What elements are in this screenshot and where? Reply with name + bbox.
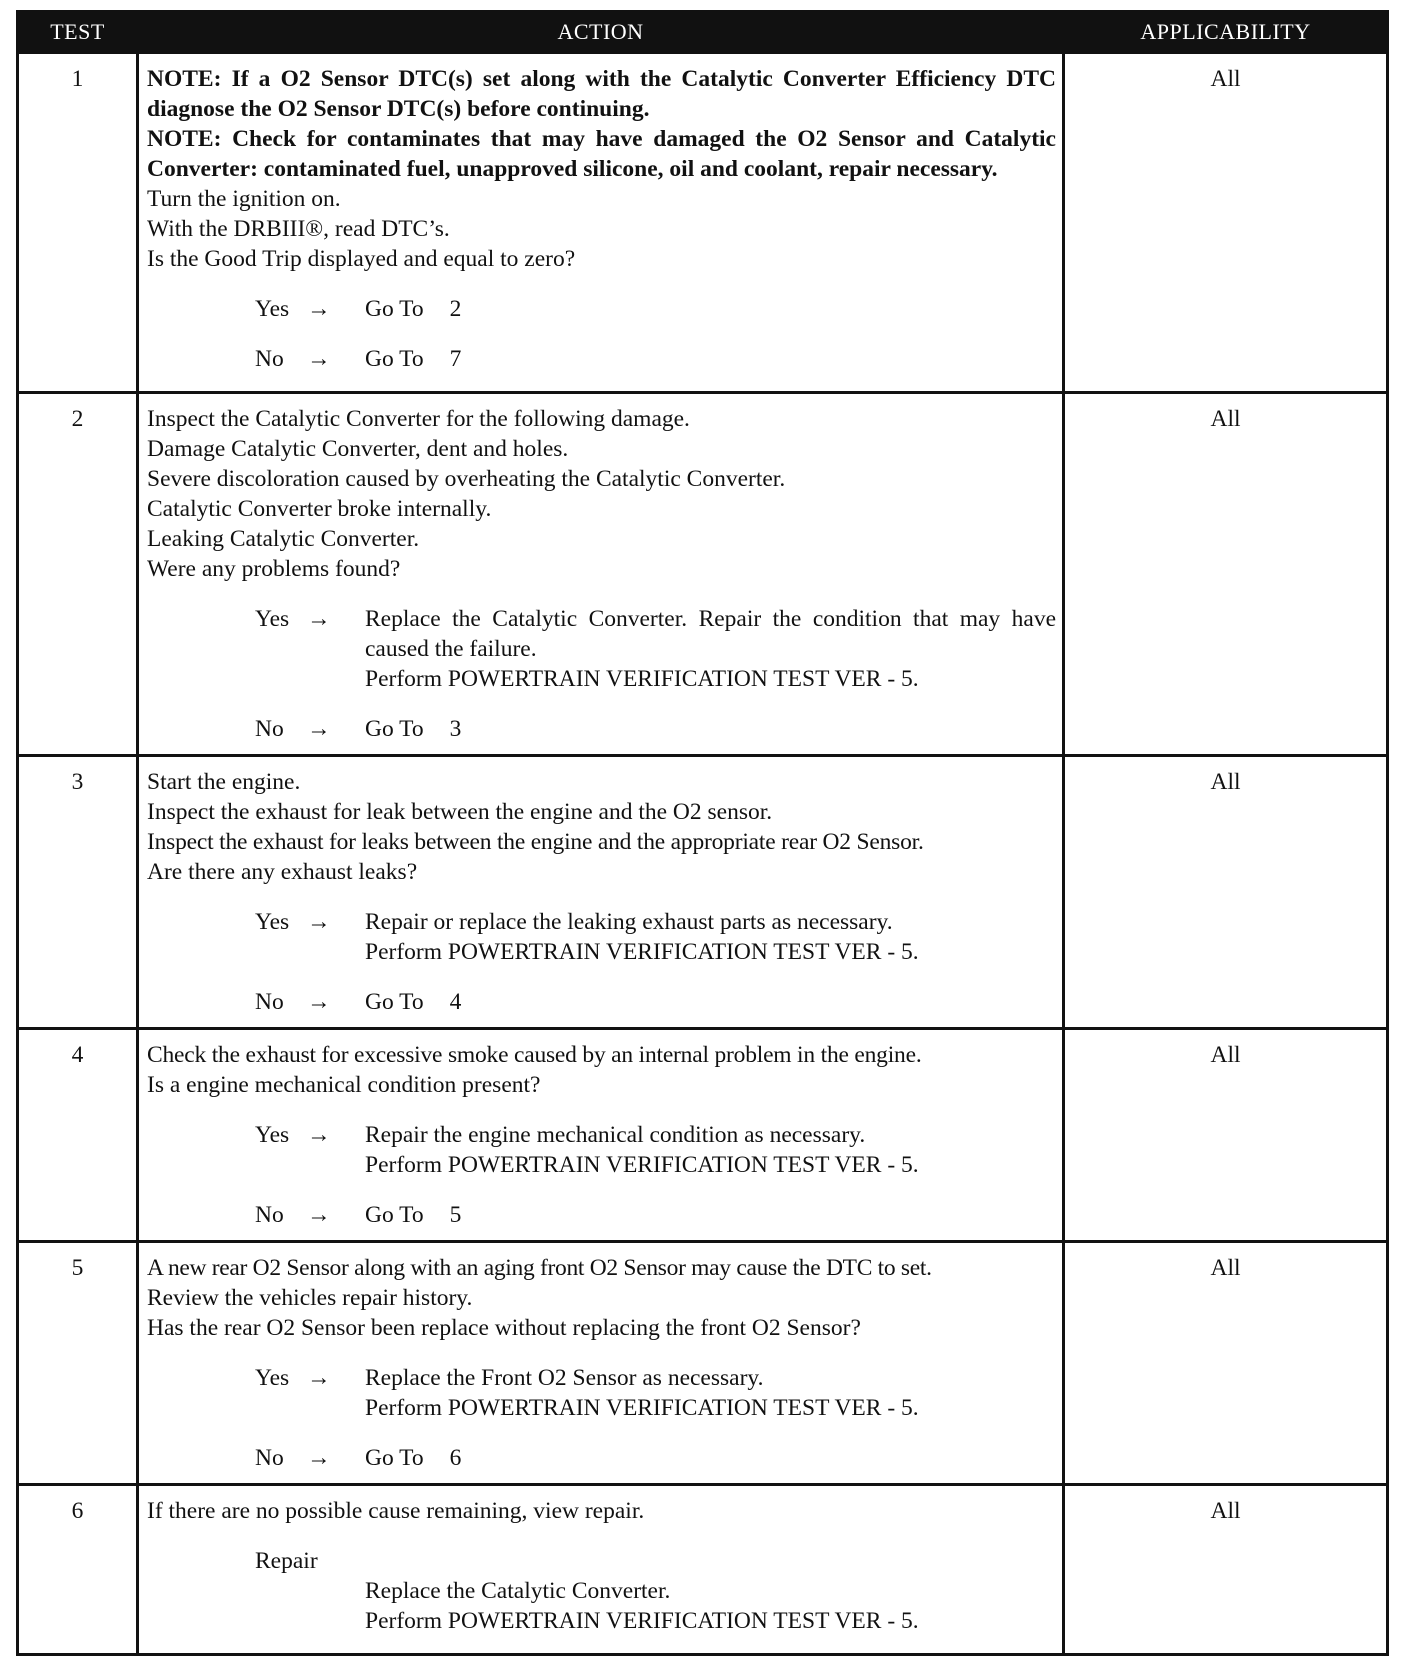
action-line: Damage Catalytic Converter, dent and holes. bbox=[147, 436, 569, 462]
no-answer: No → Go To 4 bbox=[255, 989, 462, 1015]
yes-answer: Yes → Go To 2 bbox=[255, 296, 462, 322]
action-line: Are there any exhaust leaks? bbox=[147, 859, 418, 885]
arrow-icon: → bbox=[307, 989, 331, 1015]
arrow-icon: → bbox=[307, 1122, 331, 1148]
action-line: If there are no possible cause remaining, view repair. bbox=[147, 1498, 645, 1524]
action-line: Inspect the Catalytic Converter for the following damage. bbox=[147, 406, 690, 432]
header-applicability: APPLICABILITY bbox=[1064, 12, 1388, 53]
header-action: ACTION bbox=[138, 12, 1064, 53]
yes-answer: Yes → Repair the engine mechanical condition as necessary. Perform POWERTRAIN VERIFICATION TEST VER - 5. bbox=[255, 1122, 919, 1178]
diagnostic-table bbox=[16, 10, 1389, 1656]
no-answer: No → Go To 3 bbox=[255, 716, 462, 742]
action-line: Has the rear O2 Sensor been replace without replacing the front O2 Sensor? bbox=[147, 1315, 861, 1341]
note: NOTE: If a O2 Sensor DTC(s) set along with the Catalytic Converter Efficiency DTC diagnose the O2 Sensor DTC(s) before continuing. bbox=[147, 66, 1056, 122]
repair-line: Perform POWERTRAIN VERIFICATION TEST VER - 5. bbox=[365, 1608, 919, 1634]
arrow-icon: → bbox=[307, 1202, 331, 1228]
test-row-4 bbox=[18, 1029, 1388, 1242]
test-action bbox=[138, 1485, 1064, 1655]
action-line: Check the exhaust for excessive smoke caused by an internal problem in the engine. bbox=[147, 1042, 922, 1068]
yes-answer: Yes → Replace the Front O2 Sensor as necessary. Perform POWERTRAIN VERIFICATION TEST VER - 5. bbox=[255, 1365, 919, 1421]
action-line: Turn the ignition on. bbox=[147, 186, 341, 212]
test-number: 3 bbox=[18, 756, 138, 1029]
no-answer: No → Go To 5 bbox=[255, 1202, 462, 1228]
arrow-icon: → bbox=[307, 346, 331, 372]
action-line: Inspect the exhaust for leaks between the engine and the appropriate rear O2 Sensor. bbox=[147, 829, 924, 855]
action-line: With the DRBIII®, read DTC’s. bbox=[147, 216, 450, 242]
repair-label: Repair bbox=[255, 1548, 318, 1574]
test-number: 6 bbox=[18, 1485, 138, 1655]
arrow-icon: → bbox=[307, 1365, 331, 1391]
yes-answer: Yes → Replace the Catalytic Converter. Repair the condition that may have caused the failure. Perform POWERTRAIN VERIFICATION TEST VER - 5. bbox=[255, 606, 1056, 692]
action-line: Inspect the exhaust for leak between the engine and the O2 sensor. bbox=[147, 799, 773, 825]
repair-line: Replace the Catalytic Converter. bbox=[365, 1578, 671, 1604]
test-applicability: All bbox=[1064, 53, 1388, 393]
action-line: Were any problems found? bbox=[147, 556, 401, 582]
test-row-6 bbox=[18, 1485, 1388, 1655]
test-action bbox=[138, 53, 1064, 393]
test-row-1 bbox=[18, 53, 1388, 393]
test-applicability: All bbox=[1064, 1485, 1388, 1655]
header-test: TEST bbox=[18, 12, 138, 53]
test-applicability: All bbox=[1064, 1242, 1388, 1485]
test-applicability: All bbox=[1064, 393, 1388, 756]
test-action bbox=[138, 1242, 1064, 1485]
test-applicability: All bbox=[1064, 1029, 1388, 1242]
arrow-icon: → bbox=[307, 716, 331, 742]
test-row-5 bbox=[18, 1242, 1388, 1485]
test-number: 4 bbox=[18, 1029, 138, 1242]
diagnostic-table-container bbox=[16, 10, 1386, 1656]
test-action bbox=[138, 756, 1064, 1029]
action-line: Severe discoloration caused by overheating the Catalytic Converter. bbox=[147, 466, 786, 492]
arrow-icon: → bbox=[307, 909, 331, 935]
test-number: 5 bbox=[18, 1242, 138, 1485]
header-row bbox=[18, 12, 1388, 53]
no-answer: No → Go To 7 bbox=[255, 346, 462, 372]
no-answer: No → Go To 6 bbox=[255, 1445, 462, 1471]
arrow-icon: → bbox=[307, 296, 331, 322]
action-line: Review the vehicles repair history. bbox=[147, 1285, 473, 1311]
action-line: Start the engine. bbox=[147, 769, 301, 795]
test-action bbox=[138, 1029, 1064, 1242]
test-action bbox=[138, 393, 1064, 756]
yes-answer: Yes → Repair or replace the leaking exhaust parts as necessary. Perform POWERTRAIN VERIFICATION TEST VER - 5. bbox=[255, 909, 919, 965]
action-line: A new rear O2 Sensor along with an aging front O2 Sensor may cause the DTC to set. bbox=[147, 1255, 932, 1281]
test-number: 2 bbox=[18, 393, 138, 756]
test-row-2 bbox=[18, 393, 1388, 756]
note: NOTE: Check for contaminates that may have damaged the O2 Sensor and Catalytic Converter: contaminated fuel, unapproved silicone, oil and coolant, repair necessary. bbox=[147, 126, 1056, 182]
arrow-icon: → bbox=[307, 606, 331, 632]
arrow-icon: → bbox=[307, 1445, 331, 1471]
test-applicability: All bbox=[1064, 756, 1388, 1029]
action-line: Is a engine mechanical condition present? bbox=[147, 1072, 541, 1098]
action-line: Catalytic Converter broke internally. bbox=[147, 496, 492, 522]
action-line: Is the Good Trip displayed and equal to zero? bbox=[147, 246, 576, 272]
test-row-3 bbox=[18, 756, 1388, 1029]
action-line: Leaking Catalytic Converter. bbox=[147, 526, 420, 552]
test-number: 1 bbox=[18, 53, 138, 393]
